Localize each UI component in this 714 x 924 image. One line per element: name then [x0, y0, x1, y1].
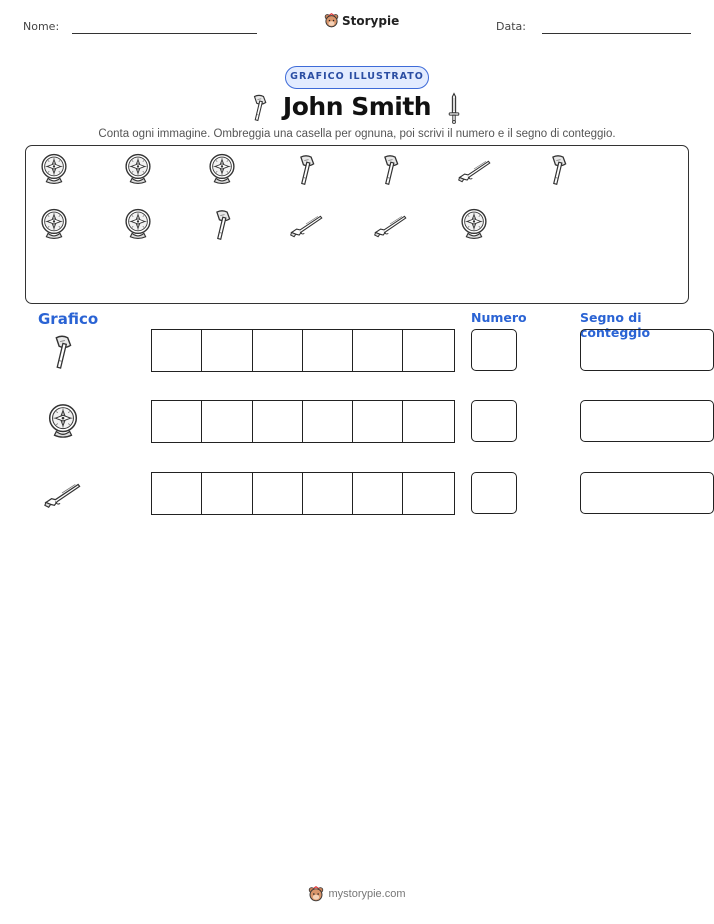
- compass-icon: [121, 152, 155, 186]
- tally-heading: Segno di conteggio: [580, 310, 651, 340]
- instructions: Conta ogni immagine. Ombreggia una casella per ognuna, poi scrivi il numero e il segno di conteggio.: [98, 128, 616, 140]
- graph-cell[interactable]: [303, 330, 353, 371]
- graph-cell[interactable]: [152, 473, 202, 514]
- bear-mascot-icon: [324, 13, 339, 28]
- brand-name: Storypie: [342, 13, 400, 28]
- number-box-axe[interactable]: [471, 329, 517, 371]
- graph-cell[interactable]: [152, 401, 202, 442]
- tally-box-axe[interactable]: [580, 329, 714, 371]
- graph-cell[interactable]: [202, 401, 252, 442]
- graph-cell[interactable]: [253, 401, 303, 442]
- compass-icon: [205, 152, 239, 186]
- number-heading: Numero: [471, 310, 527, 325]
- graph-cell[interactable]: [353, 330, 403, 371]
- graph-row-compass[interactable]: [151, 400, 455, 443]
- number-box-rifle[interactable]: [471, 472, 517, 514]
- graph-cell[interactable]: [202, 330, 252, 371]
- name-line[interactable]: [72, 33, 257, 34]
- rifle-icon: [43, 474, 81, 512]
- graph-cell[interactable]: [303, 473, 353, 514]
- brand-logo: [324, 13, 399, 28]
- worksheet-type-badge: GRAFICO ILLUSTRATO: [285, 66, 429, 89]
- graph-heading: Grafico: [38, 310, 99, 328]
- graph-cell[interactable]: [152, 330, 202, 371]
- graph-cell[interactable]: [403, 330, 453, 371]
- graph-cell[interactable]: [303, 401, 353, 442]
- axe-icon: [373, 152, 407, 186]
- name-label: Nome:: [23, 20, 60, 33]
- tally-box-rifle[interactable]: [580, 472, 714, 514]
- rifle-icon: [289, 207, 323, 241]
- axe-icon: [289, 152, 323, 186]
- rifle-icon: [457, 152, 491, 186]
- picture-box: [25, 145, 689, 304]
- compass-icon: [121, 207, 155, 241]
- page-title: John Smith: [282, 92, 432, 121]
- compass-icon: [37, 207, 71, 241]
- axe-icon: [43, 332, 81, 370]
- axe-icon: [205, 207, 239, 241]
- graph-cell[interactable]: [253, 473, 303, 514]
- graph-cell[interactable]: [353, 473, 403, 514]
- graph-row-rifle[interactable]: [151, 472, 455, 515]
- sword-icon: [446, 92, 462, 129]
- footer-url[interactable]: mystorypie.com: [328, 888, 406, 900]
- date-line[interactable]: [542, 33, 691, 34]
- graph-row-axe[interactable]: [151, 329, 455, 372]
- graph-cell[interactable]: [403, 473, 453, 514]
- graph-cell[interactable]: [253, 330, 303, 371]
- number-box-compass[interactable]: [471, 400, 517, 442]
- compass-icon: [37, 152, 71, 186]
- graph-cell[interactable]: [403, 401, 453, 442]
- graph-cell[interactable]: [202, 473, 252, 514]
- footer: [0, 886, 714, 902]
- date-label: Data:: [496, 20, 526, 33]
- graph-cell[interactable]: [353, 401, 403, 442]
- bear-mascot-icon: [308, 886, 324, 902]
- compass-icon: [44, 402, 82, 440]
- axe-icon: [541, 152, 575, 186]
- tally-box-compass[interactable]: [580, 400, 714, 442]
- compass-icon: [457, 207, 491, 241]
- rifle-icon: [373, 207, 407, 241]
